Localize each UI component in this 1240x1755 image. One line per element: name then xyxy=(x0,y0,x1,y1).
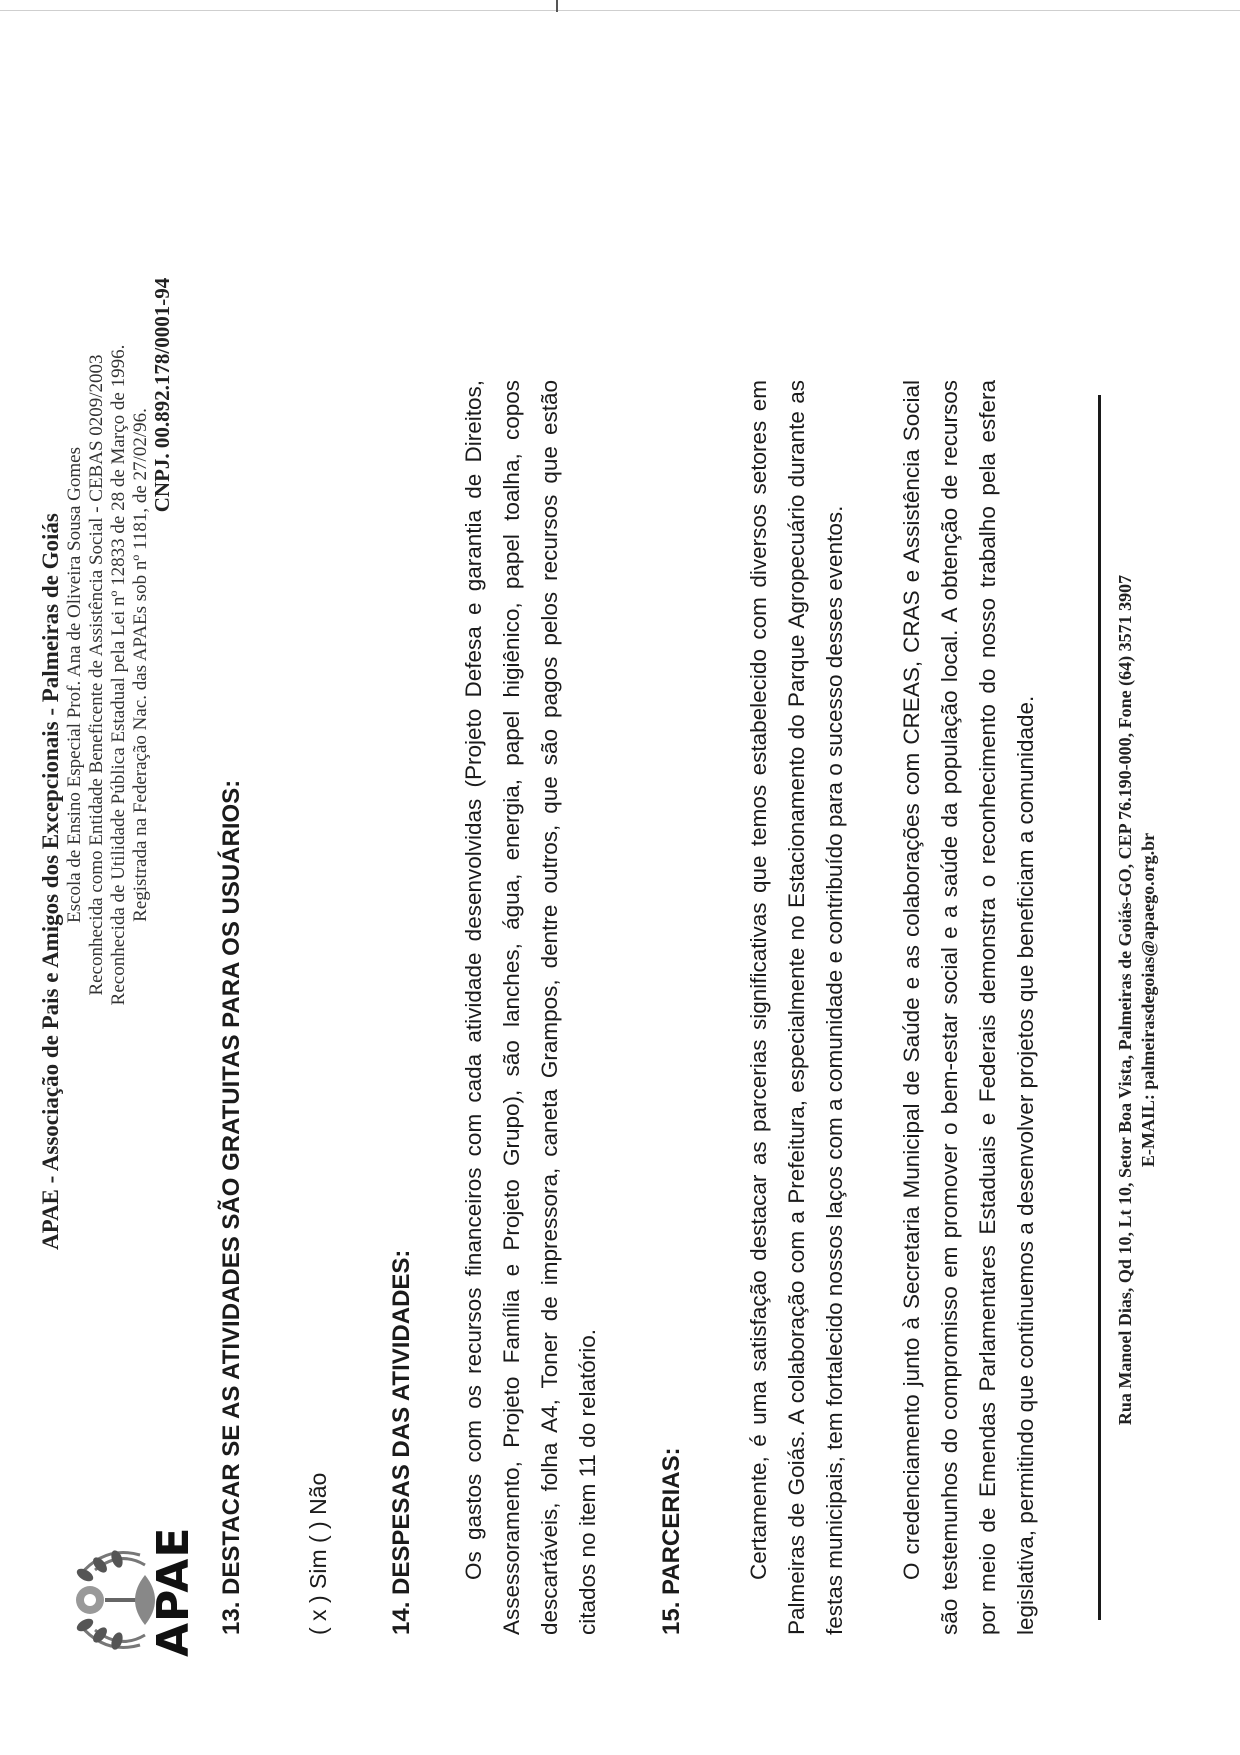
header-federation-line: Registrada na Federação Nac. das APAEs sob nº 1181, de 27/02/96. xyxy=(130,408,151,922)
header-title: APAE - Associação de Pais e Amigos dos Excepcionais - Palmeiras de Goiás xyxy=(38,513,63,1250)
section-14-text: Os gastos com os recursos financeiros com cada atividade desenvolvidas (Projeto Defesa e garantia de Direitos, Assessoramento, Projeto Família e Projeto Grupo), são lanches, água, energia, papel higiênico, papel toalha, copos descartáveis, folha A4, Toner de impressora, caneta Grampos, dentre outros, que são pagos pelos recursos que estão citados no item 11 do relatório. xyxy=(461,380,600,1635)
footer-email: E-MAIL: palmeirasdegoias@apaego.org.br xyxy=(1138,832,1158,1168)
footer-address: Rua Manoel Dias, Qd 10, Lt 10, Setor Boa Vista, Palmeiras de Goiás-GO, CEP 76.190-000, Fone (64) 3571 3907 xyxy=(1115,574,1135,1426)
section-15-paragraph-2: O credenciamento junto à Secretaria Municipal de Saúde e as colaborações com CREAS, CRAS e Assistência Social são testemunhos do compromisso em promover o bem-estar social e a saúde da população local. A obtenção de recursos por meio de Emendas Parlamentares Estaduais e Federais demonstra o reconhecimento do nosso trabalho pela esfera legislativa, permitindo que continuemos a desenvolver projetos que beneficiam a comunidade. xyxy=(899,380,1038,1635)
section-15-heading: 15. PARCERIAS: xyxy=(658,1447,685,1635)
logo-wordmark: APAE xyxy=(148,1526,199,1657)
section-13-options: ( x ) Sim ( ) Não xyxy=(305,1472,331,1635)
section-14-heading: 14. DESPESAS DAS ATIVIDADES: xyxy=(388,1249,415,1635)
header-cnpj: CNPJ. 00.892.178/0001-94 xyxy=(150,277,174,513)
section-13-heading: 13. DESTACAR SE AS ATIVIDADES SÃO GRATUITAS PARA OS USUÁRIOS: xyxy=(218,779,245,1635)
header-school-line: Escola de Ensino Especial Prof. Ana de Oliveira Sousa Gomes xyxy=(64,447,85,923)
header-law-line: Reconhecida de Utilidade Pública Estadual pela Lei nº 12833 de 28 de Março de 1996. xyxy=(108,344,129,1006)
header-cebas-line: Reconhecida como Entidade Beneficente de Assistência Social - CEBAS 0209/2003 xyxy=(86,354,107,996)
footer-divider xyxy=(1098,395,1101,1620)
section-15-paragraph-1: Certamente, é uma satisfação destacar as parcerias significativas que temos estabelecido com diversos setores em Palmeiras de Goiás. A colaboração com a Prefeitura, especialmente no Estacionamento do Parque Agropecuário durante as festas municipais, tem fortalecido nossos laços com a comunidade e contribuído para o sucesso desses eventos. xyxy=(746,380,847,1635)
